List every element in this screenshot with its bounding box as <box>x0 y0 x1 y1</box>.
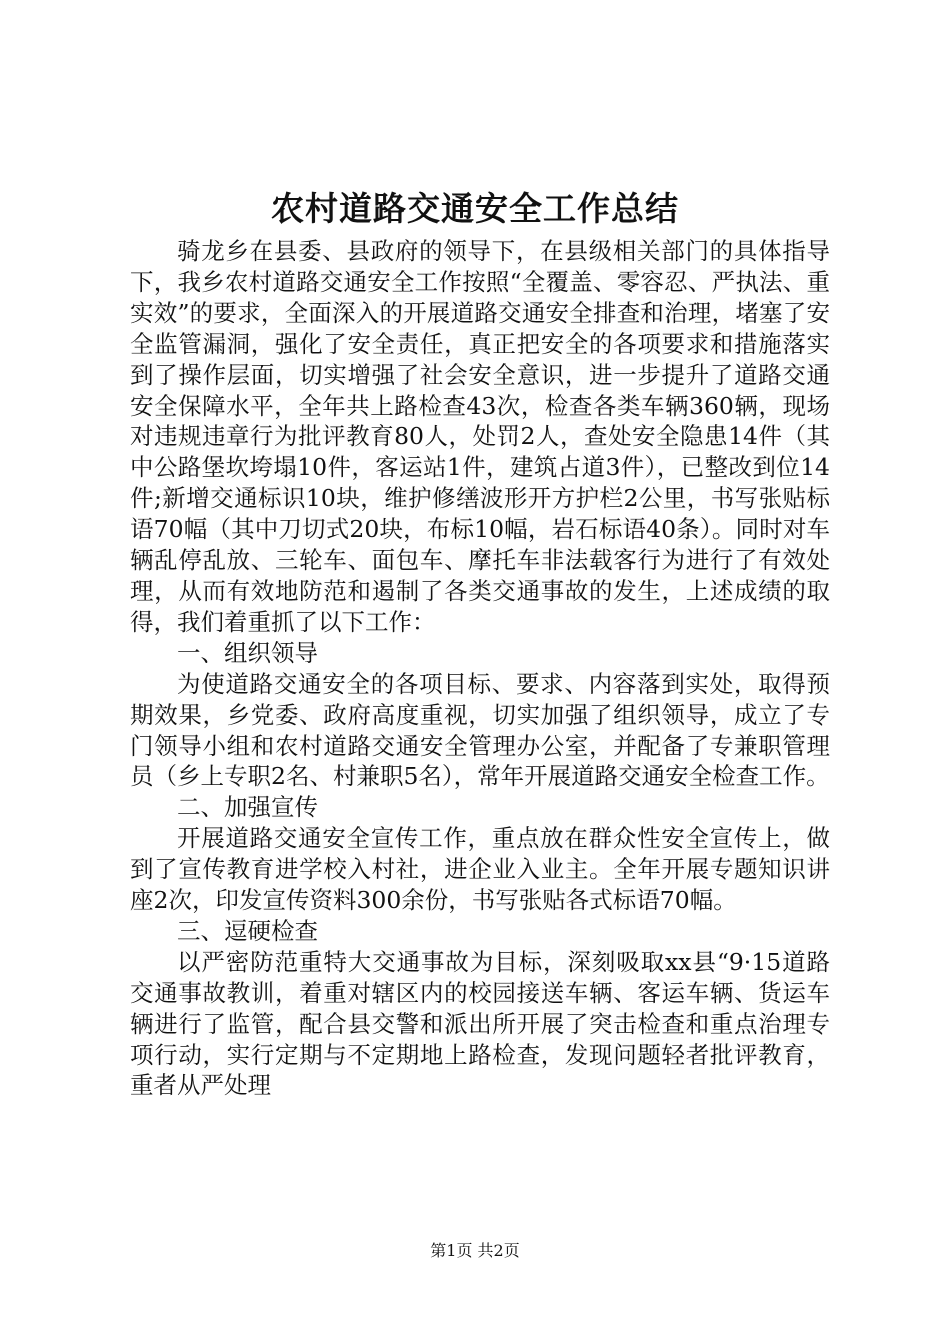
section-heading-inspection: 三、逗硬检查 <box>177 916 318 945</box>
paragraph-publicity: 开展道路交通安全宣传工作，重点放在群众性安全宣传上，做到了宣传教育进学校入村社，进企业入业主。全年开展专题知识讲座2次，印发宣传资料300余份，书写张贴各式标语70幅。 <box>130 824 830 915</box>
section-heading-publicity: 二、加强宣传 <box>177 793 318 822</box>
section-heading-organization: 一、组织领导 <box>177 638 318 667</box>
paragraph-intro: 骑龙乡在县委、县政府的领导下，在县级相关部门的具体指导下，我乡农村道路交通安全工作按照“全覆盖、零容忍、严执法、重实效”的要求，全面深入的开展道路交通安全排查和治理，堵塞了安全监管漏洞，强化了安全责任，真正把安全的各项要求和措施落实到了操作层面，切实增强了社会安全意识，进一步提升了道路交通安全保障水平，全年共上路检查43次，检查各类车辆360辆，现场对违规违章行为批评教育80人，处罚2人，查处安全隐患14件（其中公路堡坎垮塌10件，客运站1件，建筑占道3件），已整改到位14件;新增交通标识10块，维护修缮波形开方护栏2公里，书写张贴标语70幅（其中刀切式20块，布标10幅，岩石标语40条）。同时对车辆乱停乱放、三轮车、面包车、摩托车非法载客行为进行了有效处理，从而有效地防范和遏制了各类交通事故的发生，上述成绩的取得，我们着重抓了以下工作： <box>130 237 830 636</box>
document-body <box>130 236 830 1101</box>
page-footer: 第1页 共2页 <box>430 1241 520 1260</box>
document-title: 农村道路交通安全工作总结 <box>271 189 679 228</box>
paragraph-organization: 为使道路交通安全的各项目标、要求、内容落到实处，取得预期效果，乡党委、政府高度重视，切实加强了组织领导，成立了专门领导小组和农村道路交通安全管理办公室，并配备了专兼职管理员（乡上专职2名、村兼职5名），常年开展道路交通安全检查工作。 <box>130 669 830 791</box>
paragraph-inspection: 以严密防范重特大交通事故为目标，深刻吸取xx县“9·15道路交通事故教训，着重对辖区内的校园接送车辆、客运车辆、货运车辆进行了监管，配合县交警和派出所开展了突击检查和重点治理专项行动，实行定期与不定期地上路检查，发现问题轻者批评教育，重者从严处理 <box>130 947 830 1100</box>
